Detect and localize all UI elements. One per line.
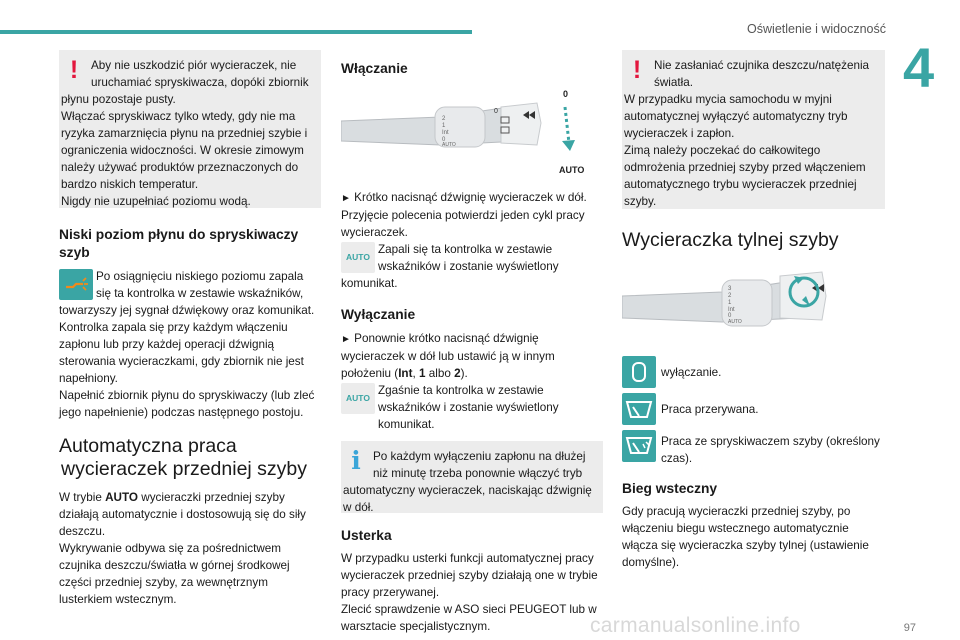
symbol-label: wyłączanie. (661, 366, 722, 379)
low-level-indicator-para (59, 268, 321, 302)
off-para: ► Ponownie krótko nacisnąć dźwignię wycieraczek w dół lub ustawić ją w innym położeniu (Int, 1 albo 2). (341, 332, 555, 380)
svg-text:3: 3 (728, 286, 732, 292)
watermark: carmanualsonline.info (590, 614, 801, 637)
symbol-row (622, 393, 885, 427)
auto-indicator-off-para (341, 382, 603, 433)
warning-icon: ! (632, 56, 642, 84)
warning-line: Aby nie uszkodzić piór wycieraczek, nie (91, 59, 297, 72)
warning-text: Zimą należy poczekać do całkowitego odmrożenia przedniej szyby przed włączeniem automatycznego trybu wycieraczek przedniej szyby. (624, 144, 866, 208)
rear-wiper-intermittent-icon (622, 393, 656, 425)
warning-icon: ! (69, 56, 79, 84)
svg-text:AUTO: AUTO (442, 142, 456, 148)
low-level-text: Napełnić zbiornik płynu do spryskiwaczy (lub zleć jego napełnienie) podczas następnego postoju. (59, 389, 315, 419)
symbol-row (622, 356, 885, 390)
off-text: Zgaśnie ta kontrolka w zestawie wskaźników i zostanie wyświetlony komunikat. (378, 384, 559, 431)
svg-text:2: 2 (728, 293, 732, 299)
chapter-number: 4 (903, 36, 935, 99)
warning-text: płynu pozostaje pusty. (61, 93, 176, 106)
page-number: 97 (903, 622, 916, 634)
svg-text:AUTO: AUTO (728, 319, 742, 325)
on-heading: Włączanie (341, 61, 408, 76)
washer-fluid-warning-icon (59, 269, 93, 300)
auto-indicator-para (341, 241, 603, 275)
column-2 (341, 50, 603, 635)
svg-text:1: 1 (728, 300, 732, 306)
svg-text:0: 0 (442, 137, 446, 143)
front-wiper-lever-diagram (341, 83, 603, 179)
info-text: automatyczny wycieraczek, naciskając dźwignię w dół. (343, 484, 592, 514)
lever-illustration (341, 83, 603, 179)
fault-text: W przypadku usterki funkcji automatycznej pracy wycieraczek przedniej szyby działają one w trybie pracy przerywanej. (341, 552, 598, 599)
auto-para: Wykrywanie odbywa się za pośrednictwem czujnika deszczu/światła w górnej środkowej części przedniej szyby, za wewnętrznym lusterkiem wstecznym. (59, 542, 290, 606)
column-3 (622, 50, 885, 571)
warning-box (622, 50, 885, 209)
rear-wiper-washer-icon (622, 430, 656, 462)
info-line: niż minutę trzeba ponownie włączyć tryb (373, 467, 583, 480)
warning-text: W przypadku mycia samochodu w myjni automatycznej wyłączyć automatyczny tryb wycieraczek i zapłon. (624, 93, 848, 140)
info-line: Po każdym wyłączeniu zapłonu na dłużej (373, 450, 586, 463)
on-para: ► Krótko nacisnąć dźwignię wycieraczek w dół. (341, 191, 587, 204)
svg-text:0: 0 (563, 89, 569, 99)
symbol-row (622, 430, 885, 466)
svg-text:0: 0 (728, 313, 732, 319)
svg-text:Int: Int (728, 307, 735, 313)
low-level-text: Po osiągnięciu niskiego poziomu zapala się ta kontrolka w zestawie wskaźników, (96, 270, 304, 300)
svg-text:1: 1 (442, 123, 446, 129)
warning-line: Nie zasłaniać czujnika deszczu/natężenia (654, 59, 870, 72)
auto-para: W trybie AUTO wycieraczki przedniej szyby działają automatycznie i dostosowują się do siły deszczu. (59, 491, 306, 538)
warning-text: Włączać spryskiwacz tylko wtedy, gdy nie ma ryzyka zamarznięcia płynu na przedniej szybie i ograniczenia widoczności. W okresie zimowym należy używać produktów przeznaczonych do bardzo niskich temperatur. (61, 110, 308, 191)
symbol-label: Praca ze spryskiwaczem szyby (określony czas). (661, 435, 880, 465)
info-box (341, 441, 603, 513)
header-accent-bar (0, 30, 472, 34)
column-1 (59, 50, 321, 608)
on-para: Przyjęcie polecenia potwierdzi jeden cykl pracy wycieraczek. (341, 209, 585, 239)
reverse-heading: Bieg wsteczny (622, 481, 718, 496)
svg-text:AUTO: AUTO (559, 165, 585, 175)
on-text: komunikat. (341, 277, 398, 290)
warning-text: Nigdy nie uzupełniać poziomu wodą. (61, 195, 251, 208)
auto-wipe-indicator-icon: AUTO (341, 242, 375, 273)
lever-illustration (622, 266, 885, 350)
rear-wiper-symbols (622, 356, 885, 466)
info-icon: i (351, 446, 361, 475)
fault-text: Zlecić sprawdzenie w ASO sieci PEUGEOT lub w warsztacie specjalistycznym. (341, 603, 597, 633)
auto-wipe-indicator-icon: AUTO (341, 383, 375, 414)
svg-text:0: 0 (494, 108, 498, 115)
auto-heading-line: wycieraczek przedniej szyby (61, 458, 308, 480)
svg-text:Int: Int (442, 130, 449, 136)
off-heading: Wyłączanie (341, 307, 416, 322)
svg-text:2: 2 (442, 116, 446, 122)
auto-heading-line: Automatyczna praca (59, 435, 237, 457)
low-level-text: Kontrolka zapala się przy każdym włączeniu zapłonu lub przy każdej operacji dźwignią sterowania wycieraczkami, gdy zbiornik nie jest napełniony. (59, 321, 304, 385)
rear-wiper-heading: Wycieraczka tylnej szyby (622, 229, 839, 251)
warning-box (59, 50, 321, 208)
rear-wiper-lever-diagram (622, 266, 885, 350)
warning-line: światła. (654, 76, 693, 89)
section-title: Oświetlenie i widoczność (747, 22, 886, 36)
fault-heading: Usterka (341, 528, 392, 543)
on-text: Zapali się ta kontrolka w zestawie wskaźników i zostanie wyświetlony (378, 243, 559, 273)
rear-wiper-off-icon (622, 356, 656, 388)
low-level-text: towarzyszy jej sygnał dźwiękowy oraz komunikat. (59, 304, 315, 317)
reverse-text: Gdy pracują wycieraczki przedniej szyby, po włączeniu biegu wstecznego automatycznie włącza się wycieraczka szyby tylnej (ustawienie domyślne). (622, 505, 869, 569)
symbol-label: Praca przerywana. (661, 403, 759, 416)
low-level-heading: Niski poziom płynu do spryskiwaczy szyb (59, 227, 299, 260)
warning-line: uruchamiać spryskiwacza, dopóki zbiornik (91, 76, 309, 89)
auto-section-heading (59, 435, 321, 481)
